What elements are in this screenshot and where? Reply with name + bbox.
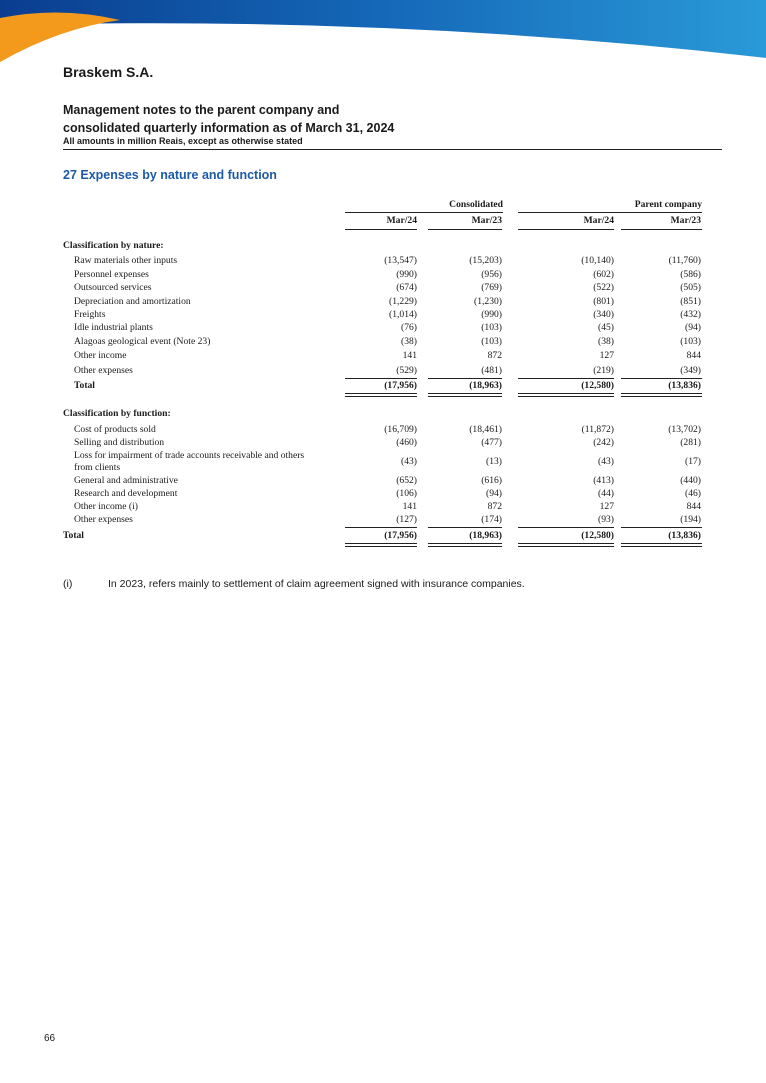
cell-parent-mar23: (13,702) (668, 424, 701, 435)
cell-cons-mar23: (94) (486, 488, 502, 499)
table-row (0, 437, 766, 450)
row-label: Other income (74, 350, 127, 361)
cell-parent-mar24: (43) (598, 456, 614, 467)
cell-parent-mar24: 127 (599, 350, 614, 361)
nature-heading-row (0, 240, 766, 253)
total-double-rule (518, 543, 614, 547)
table-row (0, 501, 766, 514)
table-row (0, 488, 766, 501)
table-row (0, 475, 766, 488)
cell-cons-mar24: (990) (396, 269, 417, 280)
cell-cons-mar23: (174) (481, 514, 502, 525)
total-parent-mar23: (13,836) (668, 530, 701, 541)
col-rule (345, 229, 417, 230)
subtotal-rule (621, 378, 702, 379)
cell-cons-mar23: (15,203) (469, 255, 502, 266)
subtotal-rule (428, 378, 502, 379)
cell-parent-mar24: (93) (598, 514, 614, 525)
col-rule (518, 229, 614, 230)
cell-cons-mar24: (38) (401, 336, 417, 347)
cell-parent-mar23: (281) (680, 437, 701, 448)
cell-parent-mar24: (10,140) (581, 255, 614, 266)
total-cons-mar23: (18,963) (469, 380, 502, 391)
footnote-text: In 2023, refers mainly to settlement of claim agreement signed with insurance companies. (108, 578, 525, 590)
cell-parent-mar23: (94) (685, 322, 701, 333)
row-label: Other expenses (74, 365, 133, 376)
function-heading: Classification by function: (63, 408, 171, 419)
group-parent-company: Parent company (634, 199, 702, 210)
cell-cons-mar24: 141 (402, 501, 417, 512)
cell-parent-mar24: (38) (598, 336, 614, 347)
cell-parent-mar24: (45) (598, 322, 614, 333)
table-row (0, 350, 766, 363)
cell-parent-mar23: (46) (685, 488, 701, 499)
report-title-line2: consolidated quarterly information as of March 31, 2024 (63, 121, 395, 135)
total-double-rule (621, 543, 702, 547)
row-label: Other expenses (74, 514, 133, 525)
company-name: Braskem S.A. (63, 64, 154, 80)
footnote-marker: (i) (63, 578, 73, 590)
row-label: Alagoas geological event (Note 23) (74, 336, 211, 347)
col-header-cons-mar24: Mar/24 (386, 215, 417, 226)
total-cons-mar24: (17,956) (384, 530, 417, 541)
cell-parent-mar24: (340) (593, 309, 614, 320)
row-label-continued: from clients (74, 462, 121, 473)
row-label: Outsourced services (74, 282, 152, 293)
cell-cons-mar23: (769) (481, 282, 502, 293)
table-row (0, 514, 766, 527)
cell-parent-mar24: (413) (593, 475, 614, 486)
cell-cons-mar24: (16,709) (384, 424, 417, 435)
row-label: Personnel expenses (74, 269, 149, 280)
table-row (0, 296, 766, 309)
cell-cons-mar23: (103) (481, 322, 502, 333)
cell-cons-mar24: (43) (401, 456, 417, 467)
cell-cons-mar23: (18,461) (469, 424, 502, 435)
cell-cons-mar24: (127) (396, 514, 417, 525)
cell-parent-mar24: 127 (599, 501, 614, 512)
row-label: General and administrative (74, 475, 178, 486)
total-double-rule (428, 393, 502, 397)
cell-cons-mar24: (1,014) (389, 309, 417, 320)
section-title: 27 Expenses by nature and function (63, 168, 277, 182)
cell-parent-mar23: (103) (680, 336, 701, 347)
cell-parent-mar23: 844 (686, 501, 701, 512)
row-label: Freights (74, 309, 106, 320)
total-row (0, 380, 766, 393)
total-row (0, 530, 766, 543)
row-label: Other income (i) (74, 501, 138, 512)
table-row (0, 255, 766, 268)
nature-heading: Classification by nature: (63, 240, 164, 251)
row-label: Idle industrial plants (74, 322, 153, 333)
cell-cons-mar23: (103) (481, 336, 502, 347)
total-double-rule (518, 393, 614, 397)
subtotal-rule (518, 378, 614, 379)
table-row (0, 365, 766, 378)
total-parent-mar24: (12,580) (581, 380, 614, 391)
group-consolidated-rule (345, 212, 503, 213)
cell-parent-mar23: (11,760) (668, 255, 701, 266)
cell-cons-mar24: (674) (396, 282, 417, 293)
total-parent-mar23: (13,836) (668, 380, 701, 391)
cell-parent-mar23: (586) (680, 269, 701, 280)
table-row (0, 450, 766, 476)
table-row (0, 424, 766, 437)
cell-parent-mar24: (11,872) (581, 424, 614, 435)
row-label: Cost of products sold (74, 424, 156, 435)
subtotal-rule (518, 527, 614, 528)
col-rule (621, 229, 702, 230)
cell-cons-mar24: (13,547) (384, 255, 417, 266)
col-rule (428, 229, 502, 230)
group-consolidated: Consolidated (449, 199, 503, 210)
cell-cons-mar23: 872 (487, 350, 502, 361)
cell-parent-mar23: (851) (680, 296, 701, 307)
cell-cons-mar23: (956) (481, 269, 502, 280)
cell-cons-mar23: (990) (481, 309, 502, 320)
cell-parent-mar23: (505) (680, 282, 701, 293)
header-banner (0, 0, 766, 62)
cell-parent-mar24: (801) (593, 296, 614, 307)
total-double-rule (345, 393, 417, 397)
cell-cons-mar24: (460) (396, 437, 417, 448)
cell-parent-mar24: (522) (593, 282, 614, 293)
subtotal-rule (621, 527, 702, 528)
cell-cons-mar24: 141 (402, 350, 417, 361)
table-row (0, 336, 766, 349)
page-number: 66 (44, 1033, 56, 1044)
cell-cons-mar23: (481) (481, 365, 502, 376)
subtotal-rule (345, 527, 417, 528)
report-title (63, 101, 394, 137)
cell-cons-mar23: (477) (481, 437, 502, 448)
report-title-line1: Management notes to the parent company and (63, 103, 340, 117)
table-row (0, 269, 766, 282)
cell-parent-mar24: (602) (593, 269, 614, 280)
total-parent-mar24: (12,580) (581, 530, 614, 541)
col-header-cons-mar23: Mar/23 (471, 215, 502, 226)
cell-parent-mar23: (17) (685, 456, 701, 467)
group-parent-rule (518, 212, 702, 213)
cell-parent-mar23: (432) (680, 309, 701, 320)
cell-parent-mar24: (242) (593, 437, 614, 448)
cell-parent-mar24: (219) (593, 365, 614, 376)
function-heading-row (0, 408, 766, 421)
header-divider (63, 149, 722, 150)
col-header-parent-mar23: Mar/23 (670, 215, 701, 226)
cell-cons-mar23: (13) (486, 456, 502, 467)
cell-cons-mar24: (1,229) (389, 296, 417, 307)
row-label: Depreciation and amortization (74, 296, 191, 307)
table-row (0, 282, 766, 295)
table-row (0, 309, 766, 322)
subtotal-rule (345, 378, 417, 379)
cell-cons-mar23: (616) (481, 475, 502, 486)
cell-parent-mar23: (349) (680, 365, 701, 376)
subtotal-rule (428, 527, 502, 528)
cell-parent-mar23: 844 (686, 350, 701, 361)
total-double-rule (621, 393, 702, 397)
total-double-rule (345, 543, 417, 547)
cell-parent-mar24: (44) (598, 488, 614, 499)
row-label: Raw materials other inputs (74, 255, 178, 266)
cell-cons-mar23: (1,230) (474, 296, 502, 307)
total-double-rule (428, 543, 502, 547)
cell-cons-mar24: (652) (396, 475, 417, 486)
report-subtitle: All amounts in million Reais, except as otherwise stated (63, 136, 303, 146)
row-label: Loss for impairment of trade accounts receivable and others (74, 450, 305, 461)
cell-cons-mar24: (76) (401, 322, 417, 333)
cell-parent-mar23: (194) (680, 514, 701, 525)
col-header-parent-mar24: Mar/24 (583, 215, 614, 226)
row-label: Selling and distribution (74, 437, 165, 448)
table-row (0, 322, 766, 335)
cell-cons-mar24: (529) (396, 365, 417, 376)
total-label: Total (63, 530, 84, 541)
cell-cons-mar24: (106) (396, 488, 417, 499)
cell-cons-mar23: 872 (487, 501, 502, 512)
total-cons-mar23: (18,963) (469, 530, 502, 541)
row-label: Research and development (74, 488, 178, 499)
total-cons-mar24: (17,956) (384, 380, 417, 391)
cell-parent-mar23: (440) (680, 475, 701, 486)
total-label: Total (74, 380, 95, 391)
